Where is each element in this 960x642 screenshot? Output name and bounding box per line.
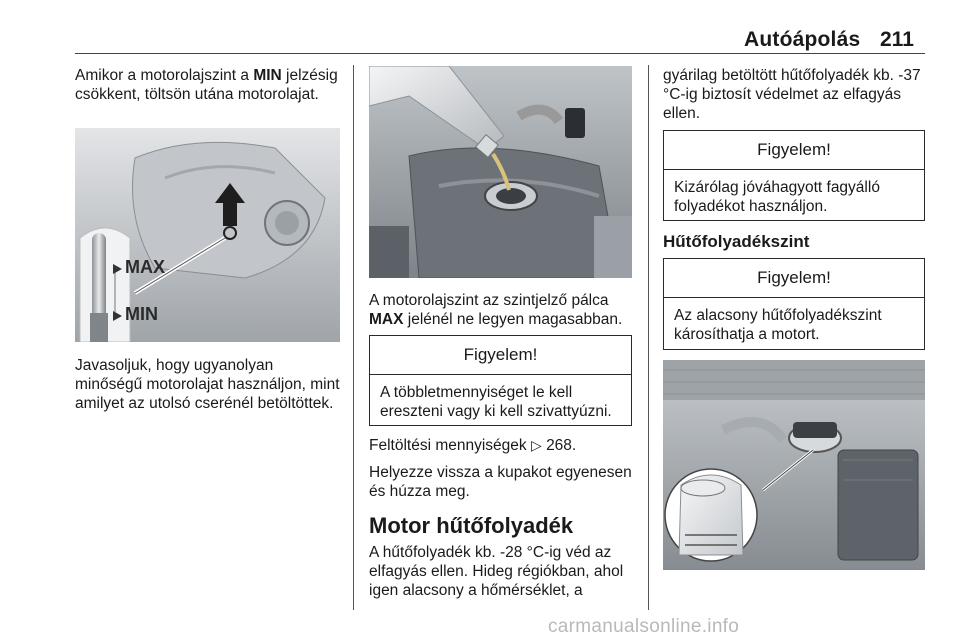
oil-filling-figure xyxy=(369,66,632,278)
column-2-text xyxy=(369,436,639,600)
coolant-paragraph: A hűtőfolyadék kb. -28 °C-ig véd az elfagyás ellen. Hideg régiókban, ahol igen alacsony a hőmérséklet, a xyxy=(369,544,624,599)
subsection-title-coolant-level: Hűtőfolyadékszint xyxy=(663,232,810,251)
coolant-reservoir-figure xyxy=(663,360,925,570)
dipstick-min-label: MIN xyxy=(125,304,158,324)
capacities-reference: Feltöltési mennyiségek ▷ 268. xyxy=(369,437,577,454)
column-3-text xyxy=(663,66,925,123)
column-1-intro xyxy=(75,66,343,104)
warning-box-antifreeze xyxy=(663,130,925,221)
watermark-text: carmanualsonline.info xyxy=(548,616,740,637)
cap-instruction-paragraph: Helyezze vissza a kupakot egyenesen és húzza meg. xyxy=(369,464,632,500)
header-divider xyxy=(75,53,925,54)
page-reference-arrow-icon: ▷ xyxy=(530,437,542,453)
column-1-advice xyxy=(75,356,343,413)
warning-box-excess-oil xyxy=(369,335,632,426)
warning-body: Az alacsony hűtőfolyadékszint károsíthatja a motort. xyxy=(674,307,882,343)
warning-title: Figyelem! xyxy=(664,259,924,298)
page-header-title: Autóápolás xyxy=(744,28,861,51)
advice-paragraph: Javasoljuk, hogy ugyanolyan minőségű motorolajat használjon, mint amilyet az utolsó cserénél betöltöttek. xyxy=(75,357,340,412)
warning-box-low-coolant xyxy=(663,258,925,350)
page-number: 211 xyxy=(880,28,914,51)
figure-caption: A motorolajszint az szintjelző pálca MAX jelénél ne legyen magasabban. xyxy=(369,292,623,328)
section-title-coolant: Motor hűtőfolyadék xyxy=(369,513,574,538)
column-divider-2 xyxy=(648,65,649,610)
dipstick-max-label: MAX xyxy=(125,257,165,277)
warning-title: Figyelem! xyxy=(370,336,631,375)
page-reference-link[interactable]: 268. xyxy=(546,437,577,454)
column-2-caption xyxy=(369,291,639,329)
dipstick-figure xyxy=(75,128,340,342)
warning-body: A többletmennyiséget le kell ereszteni vagy ki kell szivattyúzni. xyxy=(380,384,612,420)
column-divider-1 xyxy=(353,65,354,610)
warning-title: Figyelem! xyxy=(664,131,924,170)
warning-body: Kizárólag jóváhagyott fagyálló folyadékot használjon. xyxy=(674,179,880,215)
intro-paragraph: Amikor a motorolajszint a MIN jelzésig csökkent, töltsön utána motorolajat. xyxy=(75,67,338,103)
min-label: MIN xyxy=(253,67,282,84)
coolant-continuation: gyárilag betöltött hűtőfolyadék kb. -37 °C-ig biztosít védelmet az elfagyás ellen. xyxy=(663,67,921,122)
max-label: MAX xyxy=(369,311,404,328)
